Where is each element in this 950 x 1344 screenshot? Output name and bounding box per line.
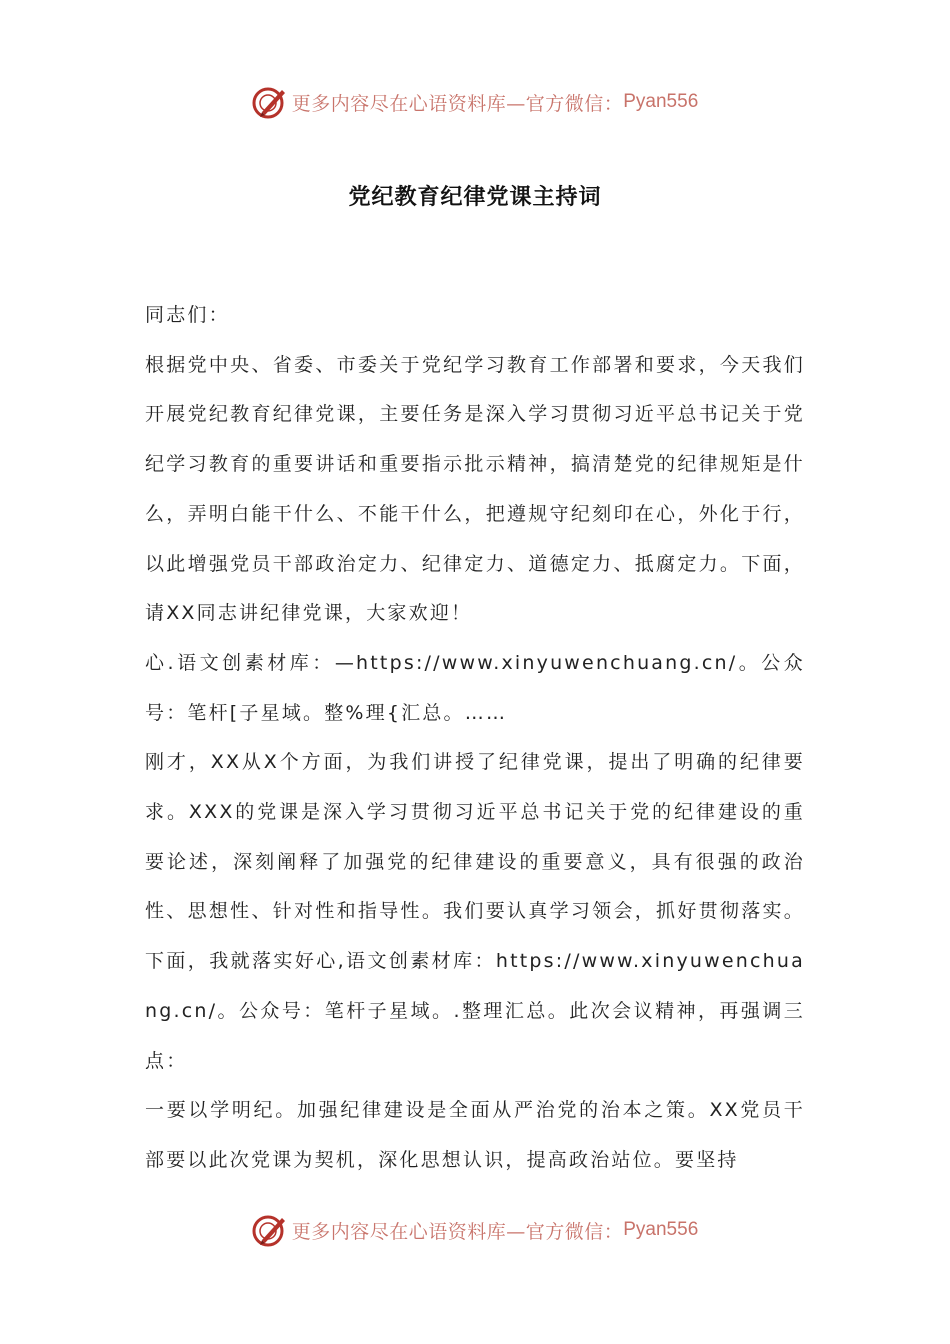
paragraph-summary: 刚才，XX从X个方面，为我们讲授了纪律党课，提出了明确的纪律要求。XXX的党课是深入学习贯彻习近平总书记关于党的纪律建设的重要论述，深刻阐释了加强党的纪律建设的重要意义，具有很强的政治性、思想性、针对性和指导性。我们要认真学习领会，抓好贯彻落实。下面，我就落实好心,语文创素材库：https://www.xinyuwenchuang.cn/。公众号：笔杆子星域。.整理汇总。此次会议精神，再强调三点： [145,751,805,1072]
banner-wechat-id: Pyan556 [623,91,699,112]
banner-text: 更多内容尽在心语资料库—官方微信： [291,92,624,115]
salutation: 同志们： [145,304,230,326]
header-banner [0,82,950,122]
paragraph-intro: 根据党中央、省委、市委关于党纪学习教育工作部署和要求，今天我们开展党纪教育纪律党课，主要任务是深入学习贯彻习近平总书记关于党纪学习教育的重要讲话和重要指示批示精神，搞清楚党的纪律规矩是什么，弄明白能干什么、不能干什么，把遵规守纪刻印在心，外化于行，以此增强党员干部政治定力、纪律定力、道德定力、抵腐定力。下面，请XX同志讲纪律党课，大家欢迎！ [145,353,805,625]
document-body [145,291,805,1186]
document-title: 党纪教育纪律党课主持词 [348,185,602,210]
banner-text: 更多内容尽在心语资料库—官方微信： [291,1220,624,1243]
pen-logo-icon [252,84,288,120]
banner-wechat-id: Pyan556 [623,1219,699,1240]
pen-logo-icon [252,1212,288,1248]
paragraph-point-one: 一要以学明纪。加强纪律建设是全面从严治党的治本之策。XX党员干部要以此次党课为契机，深化思想认识，提高政治站位。要坚持 [145,1099,805,1171]
footer-banner [0,1210,950,1250]
paragraph-source-note: 心.语文创素材库：—https://www.xinyuwenchuang.cn/。公众号：笔杆[子星域。整%理{汇总。…… [145,651,805,724]
